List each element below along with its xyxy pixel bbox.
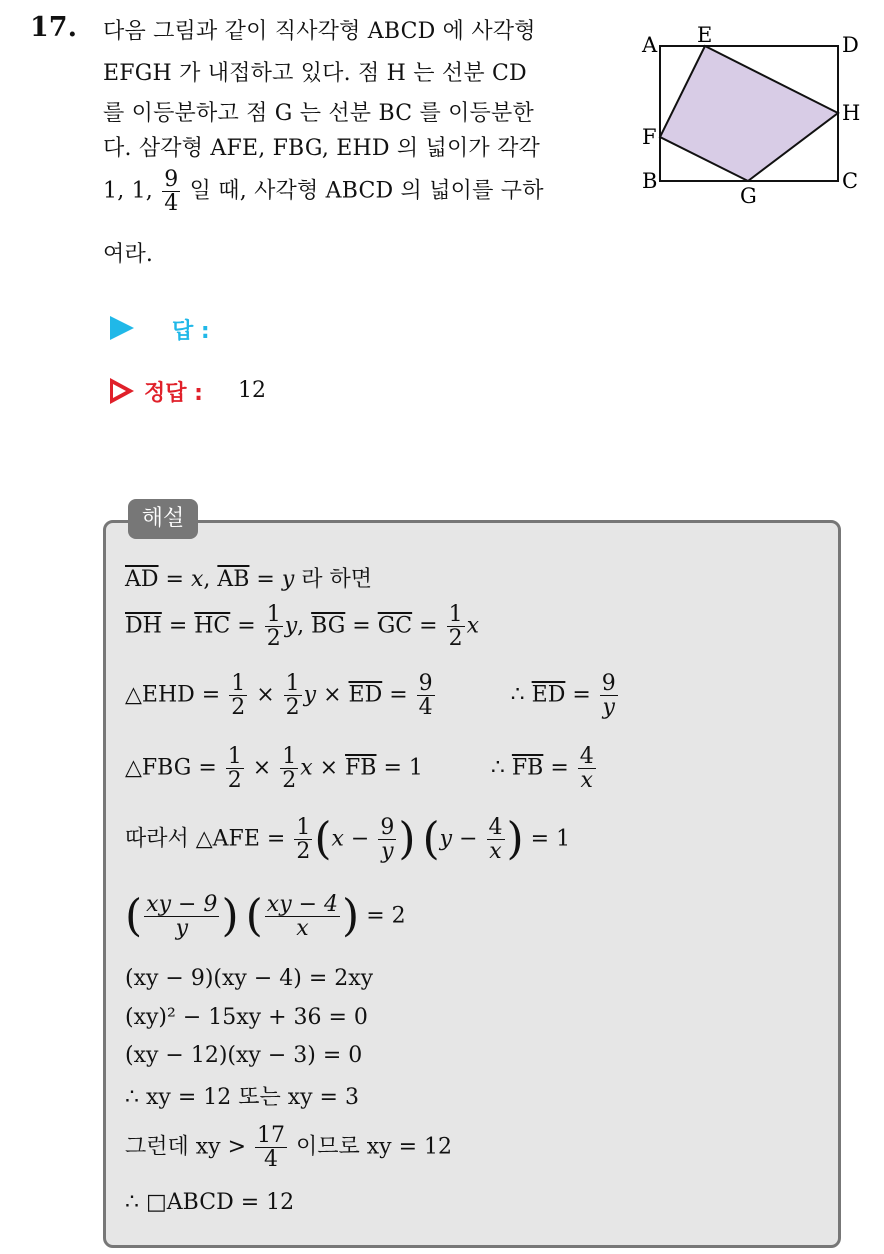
label-d: D xyxy=(842,33,859,57)
correct-label: 정답 : xyxy=(144,381,203,406)
label-c: C xyxy=(842,169,859,193)
solution-line-10: ∴ xy = 12 또는 xy = 3 xyxy=(125,1085,359,1110)
solution-line-1: $\overline{AD} = x$, $\overline{AB} = y$ 라 하면 xyxy=(125,567,373,592)
quadrilateral-efgh xyxy=(660,46,838,181)
solution-line-8: (xy)² − 15xy + 36 = 0 xyxy=(125,1005,368,1030)
solution-line-11: 그런데 xy > $\frac{17}{4}$ 이므로 xy = 12 xyxy=(125,1123,453,1173)
label-a: A xyxy=(642,33,658,57)
solution-line-7: (xy − 9)(xy − 4) = 2xy xyxy=(125,966,374,991)
fraction-9-4: $\frac{9}{4}$ xyxy=(164,167,179,217)
correct-value: 12 xyxy=(238,378,266,403)
label-f: F xyxy=(642,125,657,149)
solution-line-12: ∴ □ABCD = 12 xyxy=(125,1190,295,1215)
question-line-2: EFGH 가 내접하고 있다. 점 H 는 선분 CD xyxy=(103,61,527,86)
solution-line-5: 따라서 △AFE = $\frac{1}{2}$ (x − $\frac{9}{y}$ ) (y − $\frac{4}{x}$ ) = 1 xyxy=(125,813,571,865)
solution-tag: 해설 xyxy=(128,499,198,539)
question-line-1: 다음 그림과 같이 직사각형 ABCD 에 사각형 xyxy=(103,19,536,44)
label-h: H xyxy=(842,101,861,125)
answer-label: 답 : xyxy=(172,319,210,344)
solution-line-2: $\overline{DH} = \overline{HC}$ = $\frac{1}{2}$ y, $\overline{BG} = \overline{GC}$ = $\frac{1}{2}$ x xyxy=(125,602,479,652)
solution-line-6: ( $\frac{xy - 9}{y}$ ) ( $\frac{xy - 4}{x}$ ) = 2 xyxy=(125,890,406,942)
correct-arrow-icon-inner xyxy=(113,384,126,398)
solution-line-9: (xy − 12)(xy − 3) = 0 xyxy=(125,1043,363,1068)
label-b: B xyxy=(642,169,658,193)
question-line-3: 를 이등분하고 점 G 는 선분 BC 를 이등분한 xyxy=(103,101,534,126)
solution-line-3: △EHD = $\frac{1}{2}$ × $\frac{1}{2}$ $y \times \overline{ED}$ = $\frac{9}{4}$ ∴ $\overline{ED}$ = $\frac{9}{y}$ xyxy=(125,671,616,721)
question-line-5: 1, 1, $\frac{9}{4}$ 일 때, 사각형 ABCD 의 넓이를 구하 xyxy=(103,167,544,217)
rectangle-figure xyxy=(636,20,866,210)
question-number: 17. xyxy=(30,12,77,43)
question-line-4: 다. 삼각형 AFE, FBG, EHD 의 넓이가 각각 xyxy=(103,136,540,161)
solution-line-4: △FBG = $\frac{1}{2}$ × $\frac{1}{2}$ $x \times \overline{FB} = 1$ ∴ $\overline{FB}$ = $\frac{4}{x}$ xyxy=(125,744,594,794)
answer-arrow-icon xyxy=(110,316,134,340)
label-g: G xyxy=(740,184,757,208)
question-line-6: 여라. xyxy=(103,242,154,267)
label-e: E xyxy=(697,23,713,47)
